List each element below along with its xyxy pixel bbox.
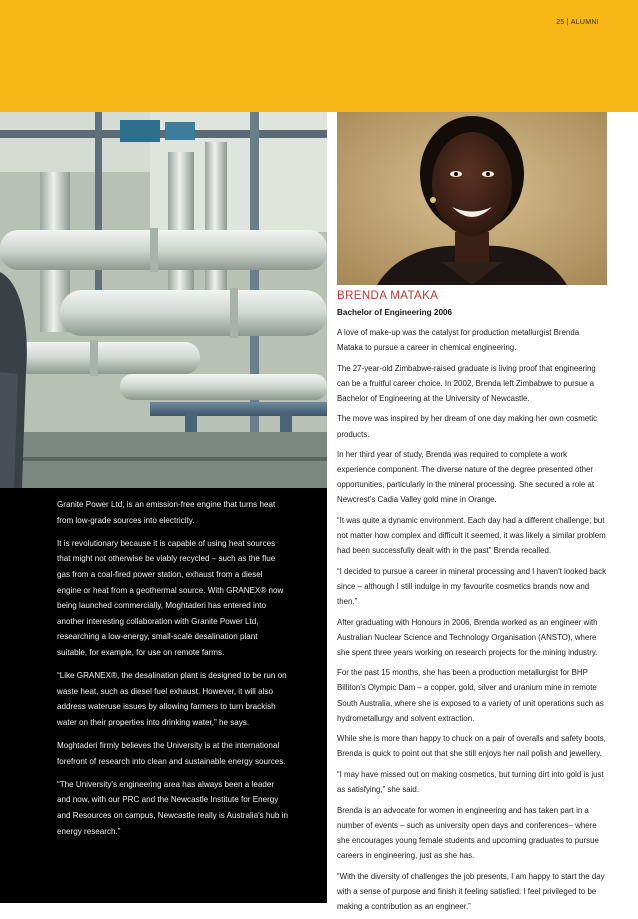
profile-paragraph: Brenda is an advocate for women in engineering and has taken part in a number of events – such as university open days and conferences– where she encourages young female students and upcoming graduates to pursue careers in engineering, just as she has. <box>337 805 599 860</box>
profile-paragraph: “I may have missed out on making cosmetics, but turning dirt into gold is just as satisfying,” she said. <box>337 769 604 795</box>
left-column-panel <box>0 488 327 903</box>
profile-paragraph: A love of make-up was the catalyst for production metallurgist Brenda Mataka to pursue a career in chemical engineering. <box>337 328 580 353</box>
profile-paragraph: The 27-year-old Zimbabwe-raised graduate is living proof that engineering can be a fruitful career choice. In 2002, Brenda left Zimbabwe to pursue a Bachelor of Engineering at the University of Newcastle. <box>337 363 596 403</box>
portrait-photo <box>337 112 607 285</box>
page-number: 25 <box>556 19 565 26</box>
profile-column <box>337 290 607 919</box>
profile-paragraph: In her third year of study, Brenda was required to complete a work experience component. The diverse nature of the degree presented other opportunities, particularly in the mineral processing. She secured a role at Newcrest's Cadia Valley gold mine in Orange. <box>337 450 595 505</box>
yellow-header-band <box>0 0 638 112</box>
profile-paragraph: “I decided to pursue a career in mineral processing and I haven't looked back since – although I still indulge in my favourite cosmetics brands now and then.” <box>337 566 607 606</box>
left-paragraph: Moghtaderi firmly believes the University is at the international forefront of research into clean and sustainable energy sources. <box>57 741 286 766</box>
left-paragraph: Granite Power Ltd, is an emission-free engine that turns heat from low-grade sources into electricity. <box>57 500 276 525</box>
left-paragraph: “Like GRANEX®, the desalination plant is designed to be run on waste heat, such as diesel fuel exhaust. However, it will also address wateruse issues by allowing farmers to turn brackish water on their properties into drinking water,” he says. <box>57 671 287 727</box>
profile-paragraph: For the past 15 months, she has been a production metallurgist for BHP Billiton's Olympic Dam – a copper, gold, silver and uranium mine in remote South Australia, where she is exposed to a variety of unit operations such as hydrometallurgy and solvent extraction. <box>337 668 604 723</box>
page-header <box>556 19 599 26</box>
profile-name: BRENDA MATAKA <box>337 290 439 302</box>
profile-degree: Bachelor of Engineering 2006 <box>337 308 453 317</box>
profile-paragraph: After graduating with Honours in 2006, Brenda worked as an engineer with Australian Nuclear Science and Technology Organisation (ANSTO), where she spent three years working on research projects for the mining industry. <box>337 617 598 657</box>
industrial-plant-photo <box>0 112 327 488</box>
left-paragraph: “The University's engineering area has always been a leader and now, with our PRC and the Newcastle Institute for Energy and Resources on campus, Newcastle really is Australia's hub in energy research.” <box>57 779 288 836</box>
profile-paragraph: While she is more than happy to chuck on a pair of overalls and safety boots, Brenda is quick to point out that she still enjoys her nail polish and jewellery. <box>337 734 606 759</box>
section-title: ALUMNI <box>570 19 599 26</box>
profile-paragraph: “It was quite a dynamic environment. Each day had a different challenge; but not matter how complex and difficult it seemed, it was likely a similar problem had been successfully dealt with in the past” Brenda recalled. <box>337 516 606 556</box>
profile-paragraph: “With the diversity of challenges the job presents, I am happy to start the day with a sense of purpose and finish it feeling satisfied. I feel privileged to be making a contribution as an engineer.” <box>337 871 605 911</box>
left-paragraph: It is revolutionary because it is capable of using heat sources that might not otherwise be viably recycled – such as the flue gas from a coal-fired power station, exhaust from a diesel engine or heat from a geothermal source. With GRANEX® now being launched commercially, Moghtaderi has entered into another interesting collaboration with Granite Power Ltd, researching a low-energy, small-scale desalination plant suitable, for example, for use on remote farms. <box>57 538 284 657</box>
header-separator: | <box>566 19 569 26</box>
profile-paragraph: The move was inspired by her dream of one day making her own cosmetic products. <box>337 414 598 439</box>
